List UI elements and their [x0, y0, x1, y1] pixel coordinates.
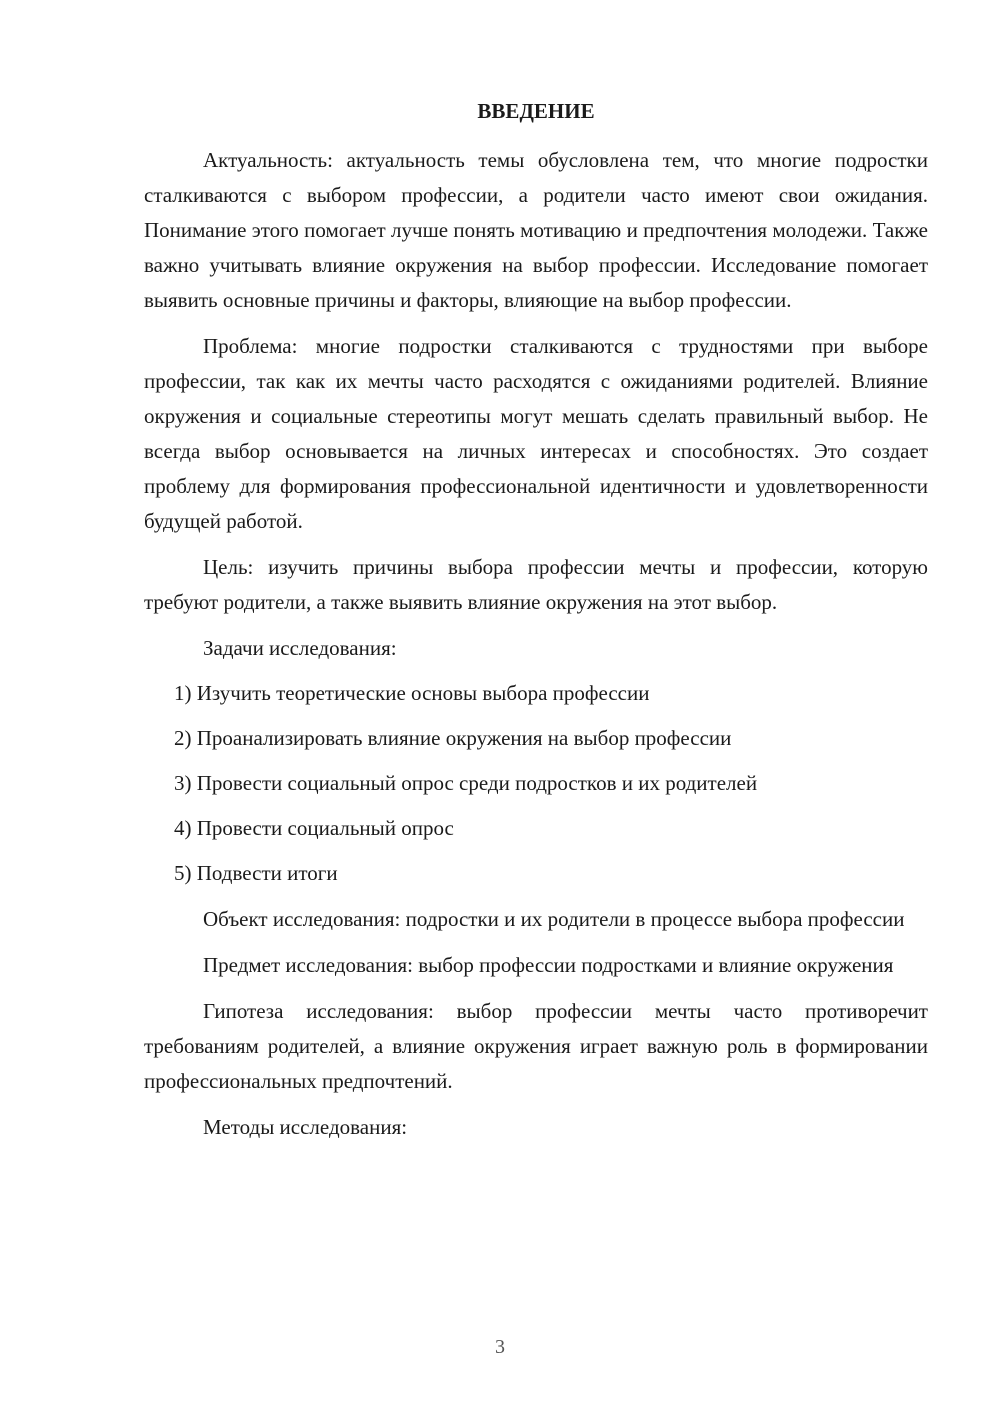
document-body [144, 143, 928, 1145]
paragraph-object: Объект исследования: подростки и их родители в процессе выбора профессии [203, 907, 905, 931]
paragraph-subject: Предмет исследования: выбор профессии подростками и влияние окружения [203, 953, 894, 977]
list-item: 1) Изучить теоретические основы выбора профессии [174, 681, 650, 705]
page-title: ВВЕДЕНИЕ [477, 99, 595, 123]
list-item: 3) Провести социальный опрос среди подростков и их родителей [174, 771, 758, 795]
methods-heading: Методы исследования: [203, 1115, 408, 1139]
paragraph-goal: Цель: изучить причины выбора профессии мечты и профессии, которую требуют родители, а также выявить влияние окружения на этот выбор. [144, 555, 928, 614]
tasks-heading: Задачи исследования: [203, 636, 397, 660]
list-item: 4) Провести социальный опрос [174, 816, 454, 840]
list-item: 5) Подвести итоги [174, 861, 338, 885]
paragraph-relevance: Актуальность: актуальность темы обусловлена тем, что многие подростки сталкиваются с выбором профессии, а родители часто имеют свои ожидания. Понимание этого помогает лучше понять мотивацию и предпочтения молодежи. Также важно учитывать влияние окружения на выбор профессии. Исследование помогает выявить основные причины и факторы, влияющие на выбор профессии. [144, 148, 928, 312]
list-item: 2) Проанализировать влияние окружения на выбор профессии [174, 726, 732, 750]
paragraph-problem: Проблема: многие подростки сталкиваются с трудностями при выборе профессии, так как их мечты часто расходятся с ожиданиями родителей. Влияние окружения и социальные стереотипы могут мешать сделать правильный выбор. Не всегда выбор основывается на личных интересах и способностях. Это создает проблему для формирования профессиональной идентичности и удовлетворенности будущей работой. [144, 334, 928, 533]
page-number: 3 [495, 1336, 505, 1358]
paragraph-hypothesis: Гипотеза исследования: выбор профессии мечты часто противоречит требованиям родителей, а влияние окружения играет важную роль в формировании профессиональных предпочтений. [144, 999, 928, 1093]
